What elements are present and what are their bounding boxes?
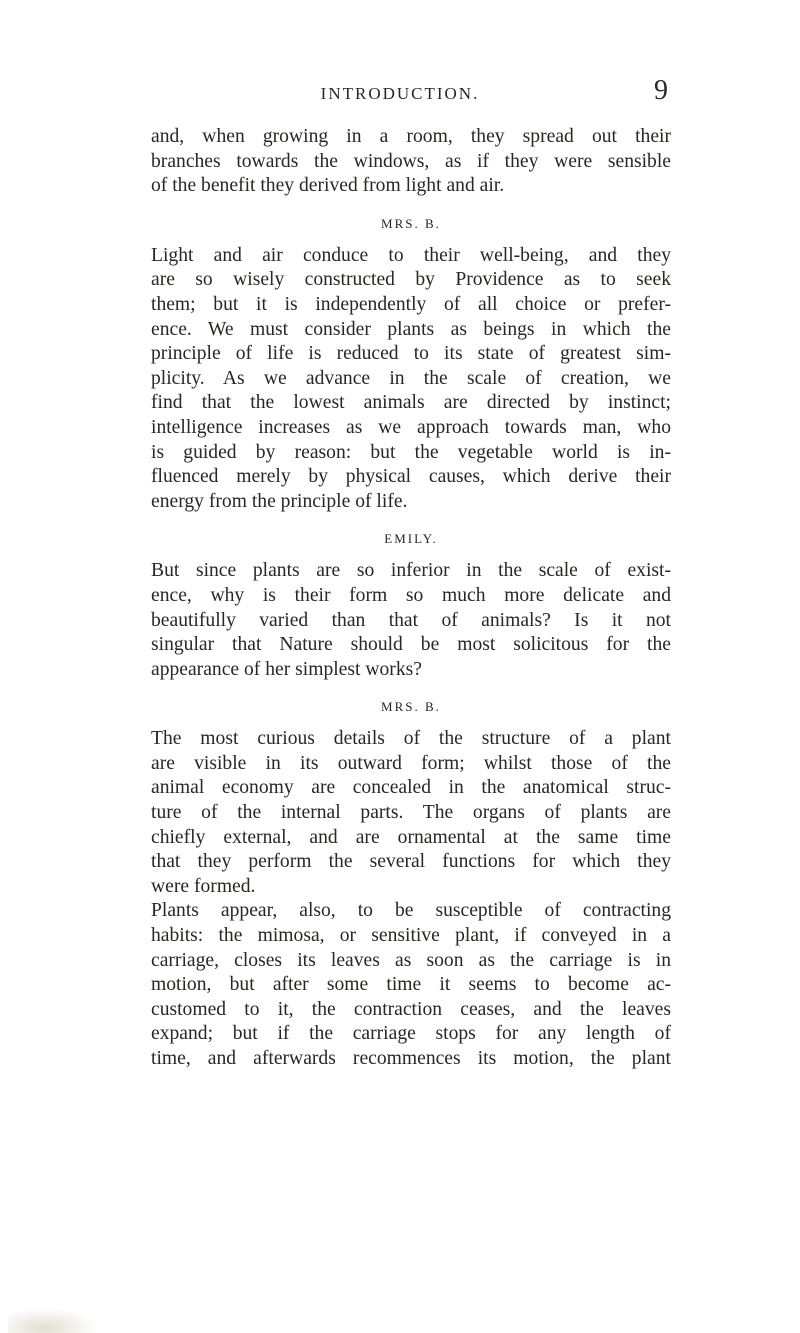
text-line: are visible in its outward form; whilst those of the xyxy=(151,752,671,774)
page-number: 9 xyxy=(654,75,668,106)
text-line: singular that Nature should be most solicitous for the xyxy=(151,634,671,656)
text-line: energy from the principle of life. xyxy=(151,490,408,512)
text-line: ence. We must consider plants as beings in which the xyxy=(151,318,671,340)
text-line: Plants appear, also, to be susceptible of contracting xyxy=(151,900,671,922)
paragraph xyxy=(151,727,671,899)
text-line: time, and afterwards recommences its motion, the plant xyxy=(151,1048,671,1069)
text-line: customed to it, the contraction ceases, and the leaves xyxy=(151,998,671,1020)
running-head xyxy=(0,76,800,106)
text-line: chiefly external, and are ornamental at the same time xyxy=(151,826,671,848)
running-title: INTRODUCTION. xyxy=(320,84,480,103)
text-line: motion, but after some time it seems to become ac- xyxy=(151,974,671,996)
text-line: expand; but if the carriage stops for any length of xyxy=(151,1023,671,1045)
text-line: is guided by reason: but the vegetable world is in- xyxy=(151,441,671,463)
text-line: But since plants are so inferior in the scale of exist- xyxy=(151,560,671,582)
text-line: The most curious details of the structure of a plant xyxy=(151,728,671,750)
text-line: were formed. xyxy=(151,875,256,897)
text-line: of the benefit they derived from light and air. xyxy=(151,175,505,197)
text-line: ture of the internal parts. The organs of plants are xyxy=(151,802,671,824)
speaker-label: MRS. B. xyxy=(381,699,441,715)
text-line: them; but it is independently of all choice or prefer- xyxy=(151,293,671,315)
paragraph xyxy=(151,559,671,682)
paragraph xyxy=(151,244,671,515)
body-text xyxy=(151,125,671,1072)
paragraph xyxy=(151,125,671,199)
text-line: branches towards the windows, as if they were sensible xyxy=(151,150,671,172)
text-line: appearance of her simplest works? xyxy=(151,658,422,680)
text-line: and, when growing in a room, they spread out their xyxy=(151,126,671,147)
page-stain xyxy=(8,1308,98,1333)
text-line: principle of life is reduced to its state of greatest sim- xyxy=(151,343,671,365)
text-line: that they perform the several functions for which they xyxy=(151,851,671,873)
text-line: ence, why is their form so much more delicate and xyxy=(151,584,671,606)
speaker-label: MRS. B. xyxy=(381,215,441,231)
text-line: fluenced merely by physical causes, which derive their xyxy=(151,466,671,488)
text-line: plicity. As we advance in the scale of creation, we xyxy=(151,367,671,389)
text-line: are so wisely constructed by Providence as to seek xyxy=(151,269,671,291)
paragraph xyxy=(151,899,671,1071)
text-line: carriage, closes its leaves as soon as the carriage is in xyxy=(151,949,671,971)
text-line: animal economy are concealed in the anatomical struc- xyxy=(151,777,671,799)
text-line: intelligence increases as we approach towards man, who xyxy=(151,416,671,438)
text-line: find that the lowest animals are directed by instinct; xyxy=(151,392,671,414)
text-line: habits: the mimosa, or sensitive plant, if conveyed in a xyxy=(151,925,671,947)
text-line: Light and air conduce to their well-being, and they xyxy=(151,244,671,266)
text-line: beautifully varied than that of animals? Is it not xyxy=(151,609,671,631)
speaker-label: EMILY. xyxy=(384,531,438,547)
